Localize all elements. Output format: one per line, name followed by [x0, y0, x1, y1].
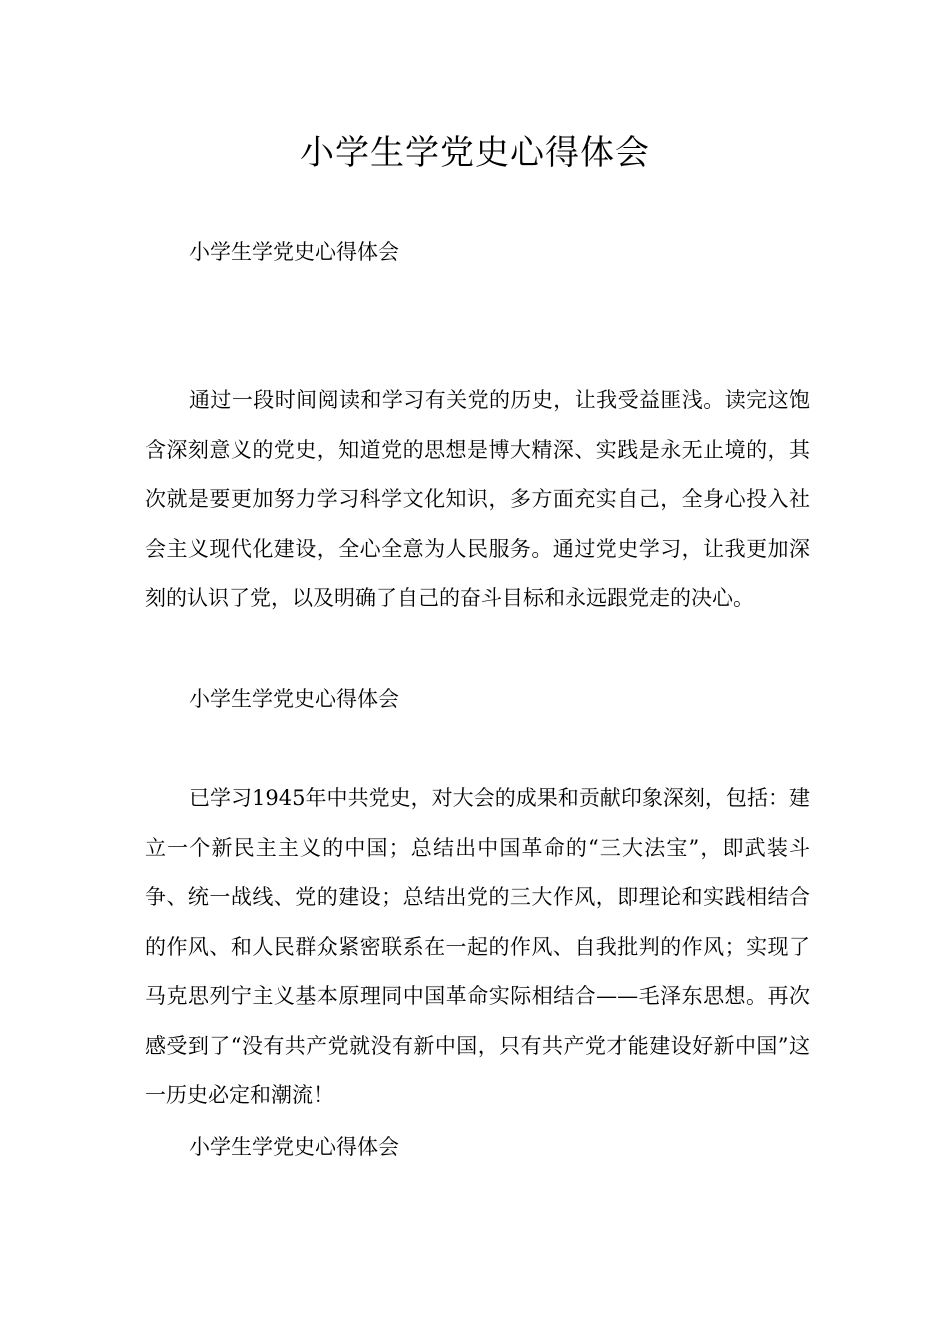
section-heading-1: 小学生学党史心得体会 — [189, 240, 399, 264]
paragraph-2: 已学习1945年中共党史，对大会的成果和贡献印象深刻，包括：建立一个新民主主义的中国；总结出中国革命的“三大法宝”，即武装斗争、统一战线、党的建设；总结出党的三大作风，即理论和实践相结合的作风、和人民群众紧密联系在一起的作风、自我批判的作风；实现了马克思列宁主义基本原理同中国革命实际相结合——毛泽东思想。再次感受到了“没有共产党就没有新中国，只有共产党才能建设好新中国”这一历史必定和潮流！ — [145, 786, 810, 1107]
section-heading-2: 小学生学党史心得体会 — [189, 687, 399, 711]
section-heading-3: 小学生学党史心得体会 — [189, 1135, 399, 1159]
paragraph-1: 通过一段时间阅读和学习有关党的历史，让我受益匪浅。读完这饱含深刻意义的党史，知道党的思想是博大精深、实践是永无止境的，其次就是要更加努力学习科学文化知识，多方面充实自己，全身心投入社会主义现代化建设，全心全意为人民服务。通过党史学习，让我更加深刻的认识了党，以及明确了自己的奋斗目标和永远跟党走的决心。 — [145, 388, 810, 610]
document-title: 小学生学党史心得体会 — [300, 133, 650, 173]
